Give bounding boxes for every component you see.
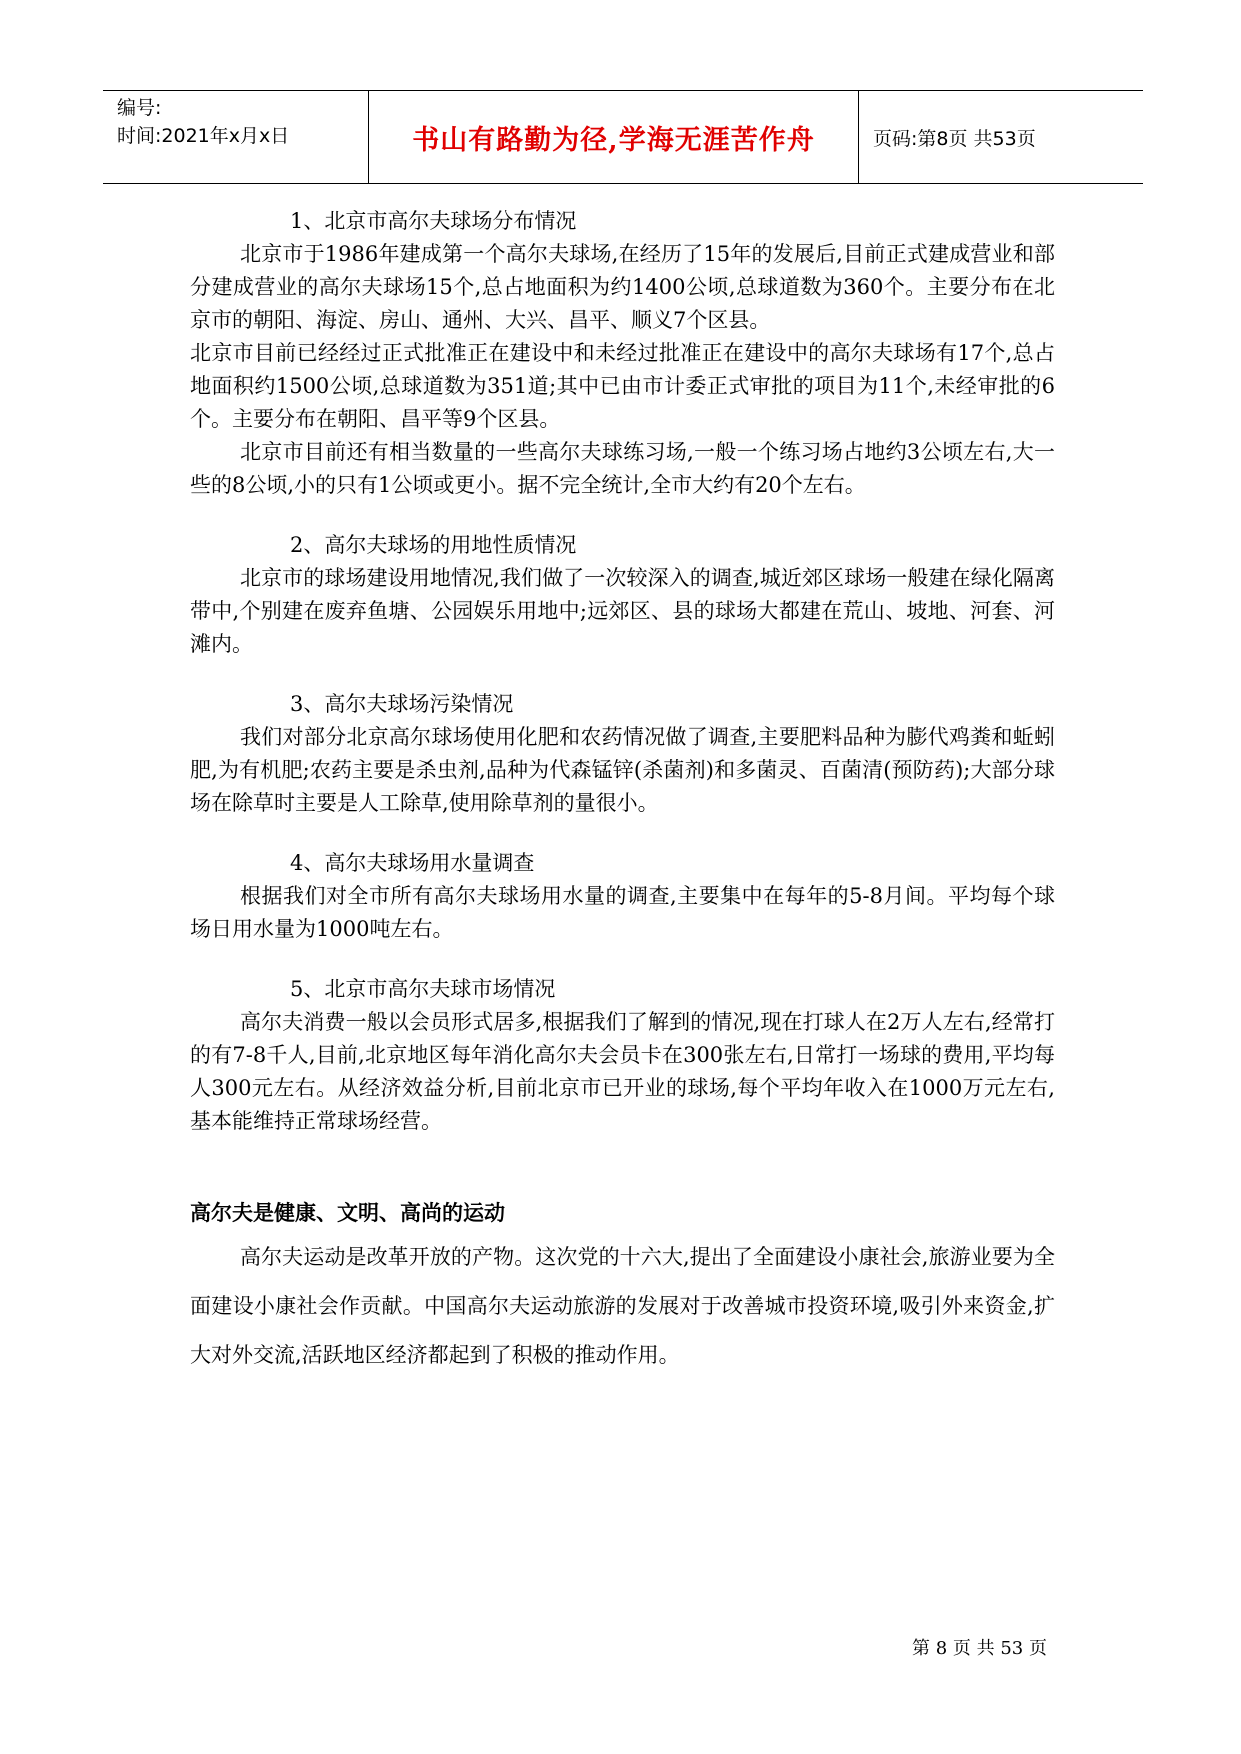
section-title: 1、北京市高尔夫球场分布情况: [290, 209, 577, 233]
page-header: [103, 90, 1143, 184]
section-paragraph: 北京市目前已经经过正式批准正在建设中和未经过批准正在建设中的高尔夫球场有17个,总占地面积约1500公顷,总球道数为351道;其中已由市计委正式审批的项目为11个,未经审批的6个。主要分布在朝阳、昌平等9个区县。: [190, 341, 1055, 431]
section-title: 2、高尔夫球场的用地性质情况: [290, 533, 577, 557]
document-number-label: 编号:: [117, 97, 162, 119]
section-paragraph: 根据我们对全市所有高尔夫球场用水量的调查,主要集中在每年的5-8月间。平均每个球场日用水量为1000吨左右。: [190, 884, 1055, 941]
header-page-info: 页码:第8页 共53页: [873, 128, 1036, 150]
section-paragraph: 高尔夫消费一般以会员形式居多,根据我们了解到的情况,现在打球人在2万人左右,经常打的有7-8千人,目前,北京地区每年消化高尔夫会员卡在300张左右,日常打一场球的费用,平均每人300元左右。从经济效益分析,目前北京市已开业的球场,每个平均年收入在1000万元左右,基本能维持正常球场经营。: [190, 1010, 1055, 1133]
feature-paragraph: 高尔夫运动是改革开放的产物。这次党的十六大,提出了全面建设小康社会,旅游业要为全面建设小康社会作贡献。中国高尔夫运动旅游的发展对于改善城市投资环境,吸引外来资金,扩大对外交流,活跃地区经济都起到了积极的推动作用。: [190, 1245, 1055, 1367]
document-body: [190, 205, 1055, 1380]
document-time-label: 时间:2021年x月x日: [117, 125, 290, 147]
section-paragraph: 北京市目前还有相当数量的一些高尔夫球练习场,一般一个练习场占地约3公顷左右,大一些的8公顷,小的只有1公顷或更小。据不完全统计,全市大约有20个左右。: [190, 440, 1055, 497]
page-footer: 第 8 页 共 53 页: [912, 1638, 1047, 1659]
section-paragraph: 北京市于1986年建成第一个高尔夫球场,在经历了15年的发展后,目前正式建成营业和部分建成营业的高尔夫球场15个,总占地面积为约1400公顷,总球道数为360个。主要分布在北京市的朝阳、海淀、房山、通州、大兴、昌平、顺义7个区县。: [190, 242, 1055, 332]
section-title: 5、北京市高尔夫球市场情况: [290, 977, 556, 1001]
section-title: 3、高尔夫球场污染情况: [290, 692, 514, 716]
section-title: 4、高尔夫球场用水量调查: [290, 851, 535, 875]
section-paragraph: 北京市的球场建设用地情况,我们做了一次较深入的调查,城近郊区球场一般建在绿化隔离带中,个别建在废弃鱼塘、公园娱乐用地中;远郊区、县的球场大都建在荒山、坡地、河套、河滩内。: [190, 566, 1055, 656]
header-meta-cell: [103, 91, 369, 183]
header-motto: 书山有路勤为径,学海无涯苦作舟: [412, 125, 815, 156]
feature-title: 高尔夫是健康、文明、高尚的运动: [190, 1201, 505, 1225]
header-motto-cell: [369, 91, 859, 183]
section-paragraph: 我们对部分北京高尔球场使用化肥和农药情况做了调查,主要肥料品种为膨代鸡粪和蚯蚓肥,为有机肥;农药主要是杀虫剂,品种为代森锰锌(杀菌剂)和多菌灵、百菌清(预防药);大部分球场在除草时主要是人工除草,使用除草剂的量很小。: [190, 725, 1055, 815]
header-page-cell: [859, 91, 1143, 183]
